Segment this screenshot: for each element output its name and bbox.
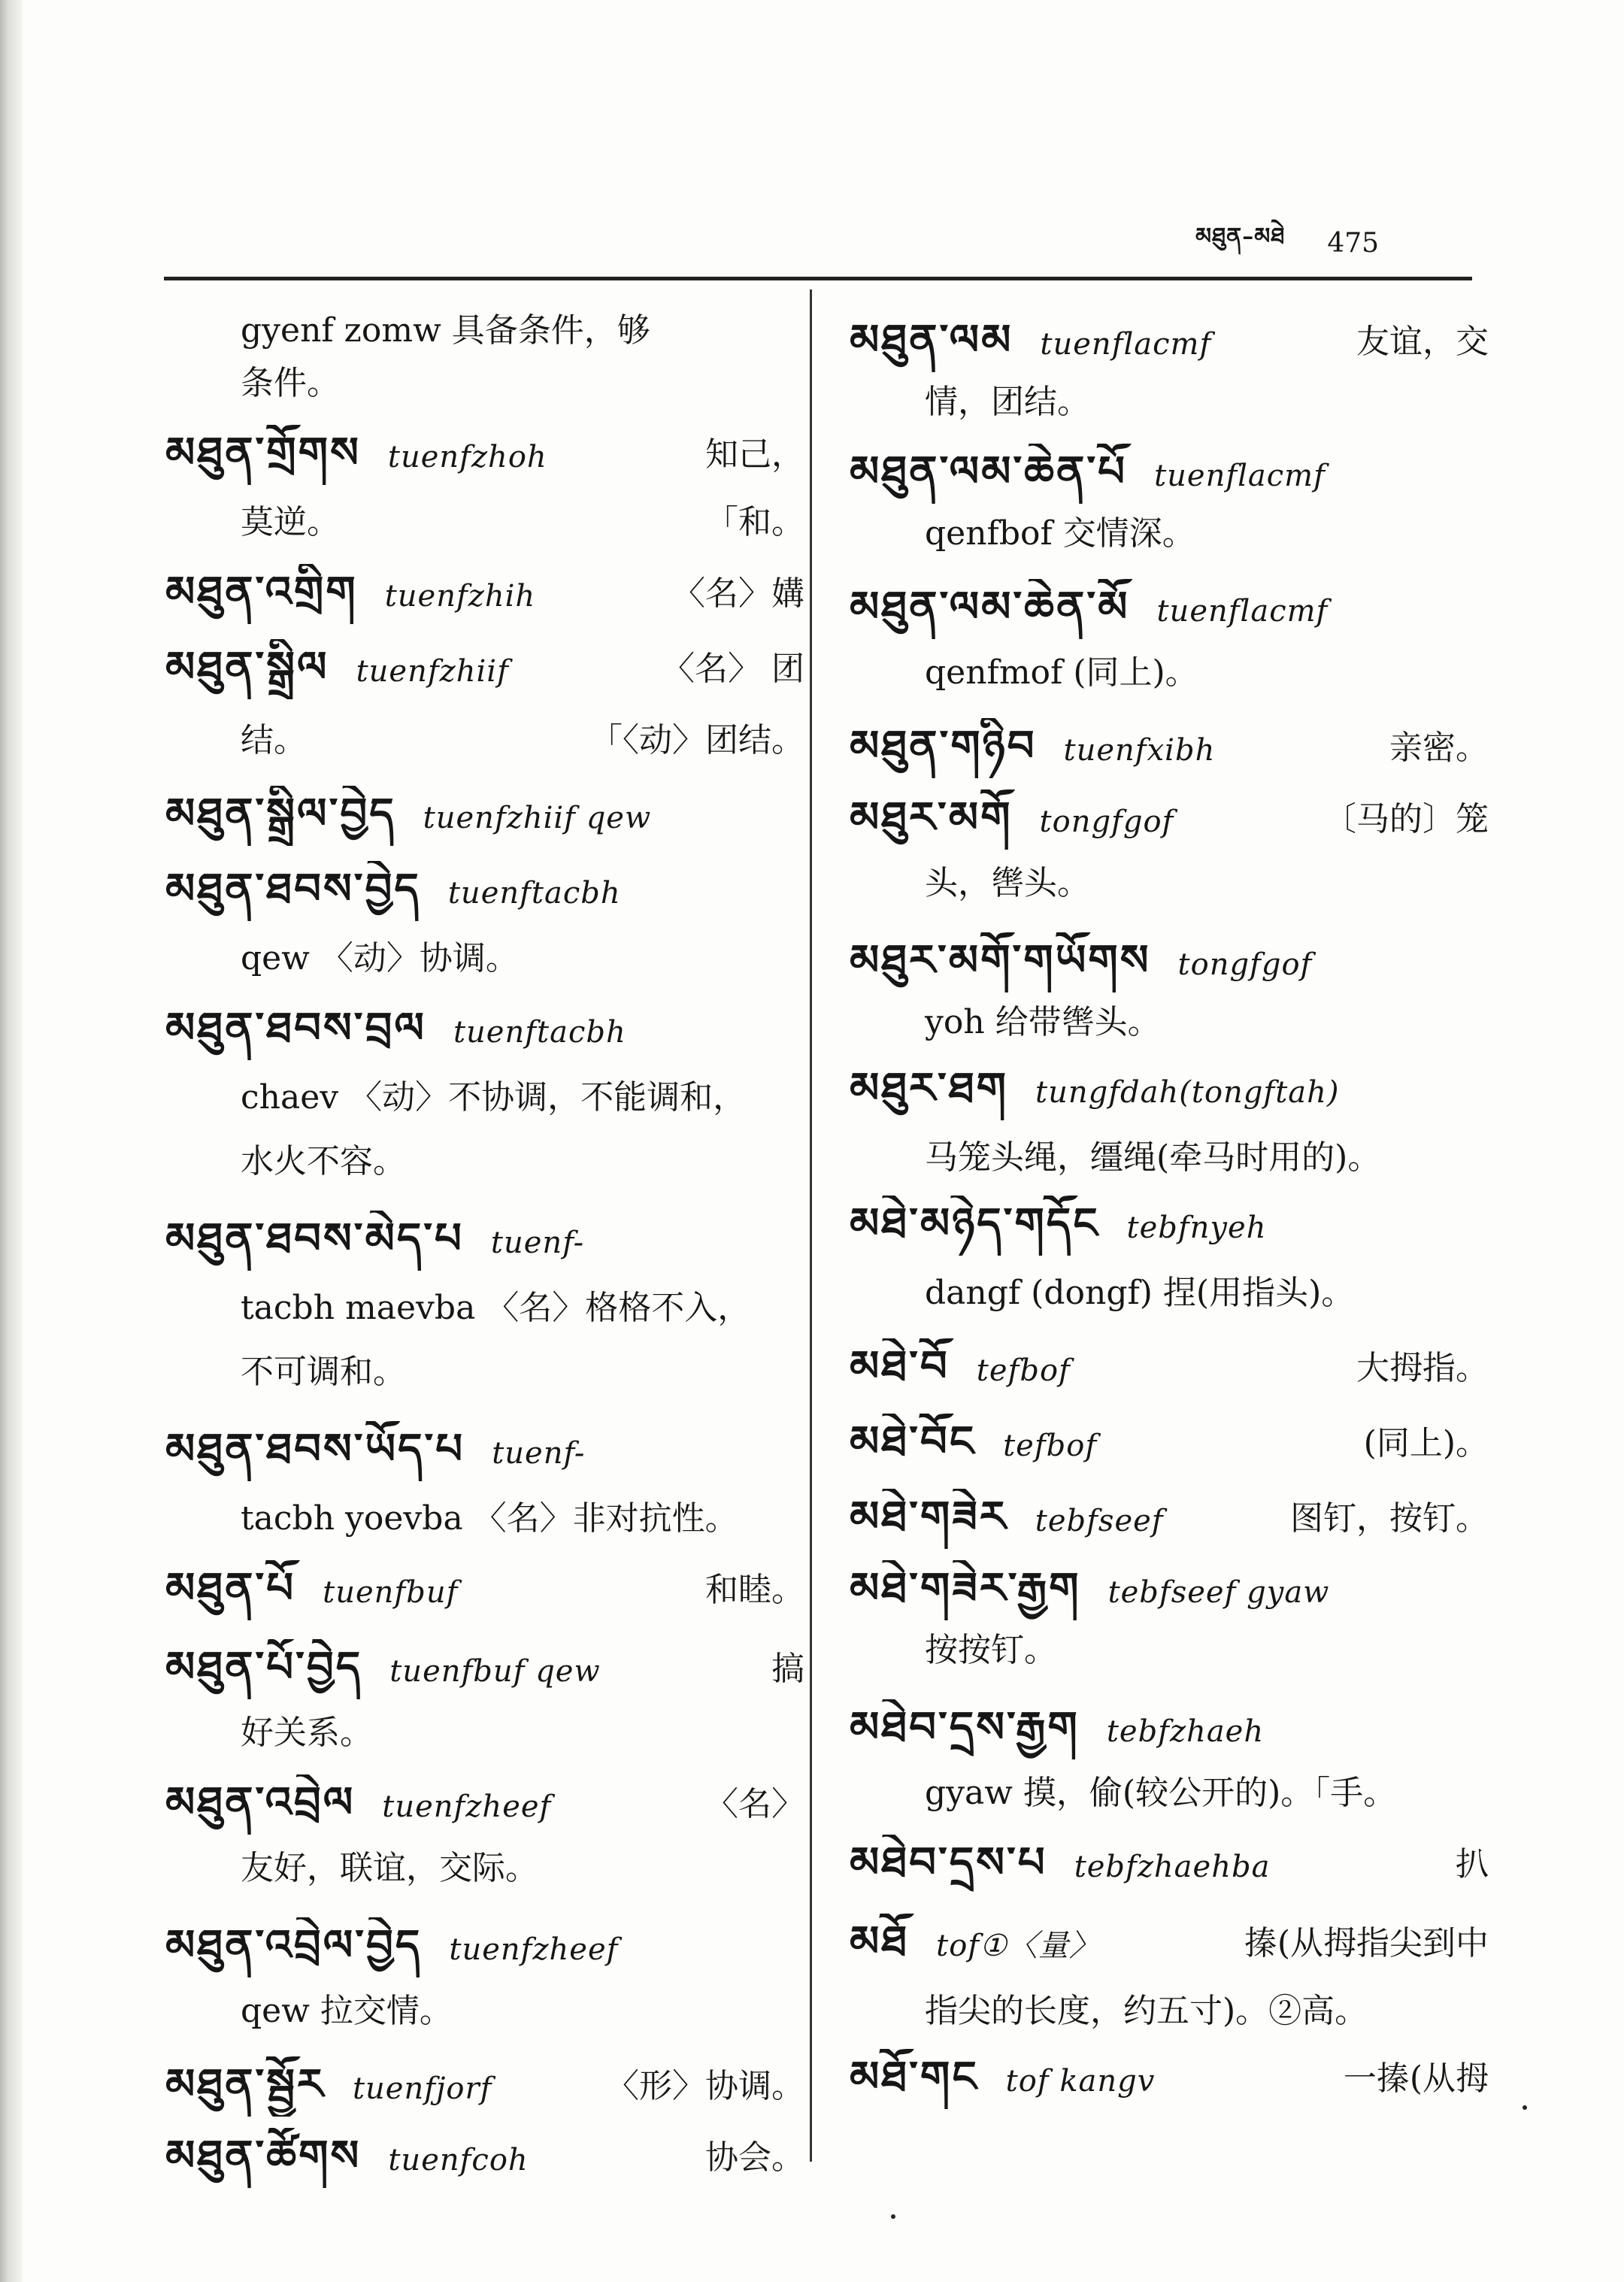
romanization: tebfzhaehba [1074, 1849, 1271, 1884]
continuation-text: 结。 [241, 721, 307, 759]
chinese-gloss: 友谊，交 [1356, 323, 1489, 361]
tibetan-headword: མཐུན་གྲོགས [165, 428, 361, 477]
entry-headword-line [165, 639, 804, 699]
entry-lead [165, 1000, 626, 1060]
romanization: tuenfbuf [323, 1574, 459, 1610]
tibetan-headword: མཐུན་སྒྲིལ [165, 642, 329, 692]
entry-continuation-line [165, 492, 804, 553]
tibetan-headword: མཐེབ་དྲས་པ [850, 1838, 1047, 1887]
romanization: tebfseef gyaw [1107, 1574, 1330, 1610]
tibetan-headword: མཐུར་མགོ་གཡོགས [850, 935, 1151, 985]
entry-continuation-line [165, 1489, 804, 1549]
entry-lead [850, 312, 1211, 372]
entry-headword-line [165, 564, 804, 624]
continuation-text: 马笼头绳，缰绳(牵马时用的)。 [925, 1138, 1381, 1177]
chinese-gloss: 〈形〉协调。 [606, 2067, 804, 2105]
continuation-text: 情，团结。 [925, 383, 1090, 421]
chinese-gloss: 搸(从拇指尖到中 [1244, 1924, 1489, 1962]
romanization: tefbof [976, 1353, 1071, 1388]
entry-headword-line [165, 1000, 804, 1060]
romanization: tebfnyeh [1126, 1210, 1267, 1245]
tibetan-headword: མཐེབ་དྲས་རྒྱག [850, 1702, 1080, 1752]
entry-continuation-line [165, 301, 804, 361]
romanization: tebfzhaeh [1106, 1714, 1265, 1749]
entry-headword-line [850, 1338, 1489, 1399]
tibetan-headword: མཐེ་གཟེར་རྒྱག [850, 1563, 1081, 1613]
romanization: tefbof [1003, 1428, 1098, 1463]
continuation-text: 指尖的长度，约五寸)。②高。 [925, 1992, 1368, 2030]
chinese-gloss: 〈名〉媾 [672, 574, 804, 613]
romanization: tuenftacbh [453, 1014, 626, 1050]
romanization: tungfdah(tongftah) [1035, 1074, 1340, 1110]
column-divider [810, 289, 812, 2162]
entry-continuation-line [850, 1620, 1489, 1680]
entry-headword-line [165, 1211, 804, 1271]
entry-headword-line [165, 786, 804, 846]
tibetan-headword: མཐུན་པོ [165, 1563, 296, 1613]
continuation-text: 友好，联谊，交际。 [241, 1849, 538, 1887]
chinese-gloss: 扒 [1456, 1845, 1489, 1883]
tibetan-headword: མཐེ་མཉེད་གདོང [850, 1199, 1100, 1248]
entry-lead [850, 1914, 1100, 1974]
romanization: tuenflacmf [1040, 326, 1212, 362]
entry-headword-line [165, 1421, 804, 1481]
continuation-text: chaev 〈动〉不协调，不能调和， [241, 1078, 747, 1117]
chinese-gloss: 搞 [771, 1650, 804, 1688]
continuation-text: gyenf zomw 具备条件，够 [241, 311, 650, 350]
entry-lead [850, 1489, 1164, 1549]
romanization: tuenf- [492, 1435, 586, 1471]
tibetan-headword: མཐུན་ཐབས་ཡོད་པ [165, 1424, 465, 1474]
entry-headword-line [850, 1060, 1489, 1120]
romanization: tuenfzhoh [387, 439, 547, 474]
romanization: tuenfzhiif [356, 653, 509, 689]
chinese-gloss: 大拇指。 [1356, 1349, 1489, 1387]
tibetan-headword: མཐུན་ཐབས་མེད་པ [165, 1214, 464, 1263]
entry-lead [850, 789, 1174, 850]
romanization: tuenfzhiif qew [423, 800, 652, 835]
entry-continuation-line [850, 643, 1489, 703]
chinese-gloss: 一搸(从拇 [1343, 2059, 1489, 2098]
entry-headword-line [850, 1560, 1489, 1620]
tibetan-headword: མཐུན་ཚོགས [165, 2131, 362, 2180]
entry-continuation-line [165, 1342, 804, 1402]
romanization: tuenfzhih [384, 578, 536, 614]
romanization: tuenfxibh [1063, 732, 1216, 768]
tibetan-headword: མཐུན་ལམ་ཆེན་མོ [850, 582, 1130, 632]
tibetan-headword: མཐུར་མགོ [850, 792, 1013, 842]
entry-headword-line [165, 1774, 804, 1835]
chinese-gloss: 协会。 [705, 2138, 804, 2177]
continuation-text: qew 拉交情。 [241, 1992, 453, 2030]
print-speck [1522, 2105, 1527, 2110]
continuation-text: yoh 给带辔头。 [925, 1003, 1161, 1041]
entry-headword-line [850, 1835, 1489, 1895]
tibetan-headword: མཐུན་འབྲེལ [165, 1777, 356, 1827]
chinese-gloss: (同上)。 [1363, 1424, 1489, 1462]
entry-headword-line [850, 789, 1489, 850]
tibetan-headword: མཐུན་སྦྱོར [165, 2059, 326, 2109]
chinese-gloss: 图钉，按钉。 [1290, 1499, 1489, 1538]
tibetan-headword: མཐུན་འབྲེལ་བྱེད [165, 1920, 423, 1970]
entry-lead [850, 2049, 1155, 2109]
romanization: tuenflacmf [1154, 458, 1326, 493]
continuation-text: dangf (dongf) 捏(用指头)。 [925, 1274, 1355, 1312]
entry-continuation-line [165, 1068, 804, 1128]
margin-note: 「和。 [705, 503, 804, 541]
entry-lead [165, 2128, 529, 2188]
margin-note: 「〈动〉团结。 [589, 721, 804, 759]
print-speck [891, 2214, 895, 2219]
entry-lead [850, 1338, 1071, 1399]
entry-headword-line [165, 2128, 804, 2188]
header-range: མཐུན–མཐེ [1195, 223, 1286, 250]
entry-continuation-line [165, 929, 804, 989]
tibetan-headword: མཐུན་ལམ [850, 315, 1013, 365]
romanization: tebfseef [1035, 1503, 1164, 1538]
entry-continuation-line [850, 372, 1489, 432]
entry-headword-line [850, 579, 1489, 639]
entry-lead [165, 564, 535, 624]
tibetan-headword: མཐེ་བོང [850, 1417, 977, 1466]
entry-headword-line [850, 1196, 1489, 1256]
entry-headword-line [165, 1639, 804, 1699]
entry-lead [850, 1196, 1266, 1256]
tibetan-headword: མཐུན་གཉིབ [850, 721, 1037, 771]
romanization: tuenfcoh [388, 2142, 529, 2177]
entry-continuation-line [165, 1703, 804, 1763]
tibetan-headword: མཐུན་ཐབས་བྲལ [165, 1003, 426, 1053]
continuation-text: gyaw 摸，偷(较公开的)。「手。 [925, 1774, 1397, 1812]
entry-lead [850, 1414, 1097, 1474]
page-number: 475 [1327, 227, 1380, 259]
entry-continuation-line [850, 853, 1489, 914]
entry-headword-line [850, 2049, 1489, 2109]
tibetan-headword: མཐུན་ཐབས་བྱེད [165, 864, 421, 914]
entry-headword-line [165, 2056, 804, 2117]
romanization: tuenflacmf [1156, 593, 1329, 629]
entry-continuation-line [850, 1763, 1489, 1823]
entry-lead [165, 1421, 585, 1481]
entry-continuation-line [165, 1278, 804, 1338]
entry-continuation-line [165, 1981, 804, 2041]
entry-lead [165, 1211, 584, 1271]
romanization: tuenfbuf qew [389, 1653, 601, 1689]
entry-headword-line [850, 444, 1489, 504]
continuation-text: tacbh maevba 〈名〉格格不入， [241, 1289, 751, 1327]
chinese-gloss: 和睦。 [705, 1571, 804, 1609]
continuation-text: qenfbof 交情深。 [925, 514, 1195, 553]
entry-lead [165, 861, 621, 921]
entry-lead [850, 932, 1312, 993]
entry-lead [850, 1060, 1340, 1120]
romanization: tuenftacbh [447, 875, 621, 911]
entry-lead [850, 718, 1215, 778]
chinese-gloss: 〔马的〕笼 [1323, 800, 1489, 838]
romanization: tof kangv [1005, 2063, 1156, 2099]
romanization: tongfgof [1177, 947, 1313, 982]
entry-headword-line [165, 1917, 804, 1977]
entry-lead [165, 1560, 458, 1620]
entry-lead [165, 2056, 492, 2117]
entry-continuation-line [850, 993, 1489, 1053]
chinese-gloss: 亲密。 [1389, 729, 1489, 767]
entry-lead [850, 579, 1328, 639]
entry-lead [165, 425, 547, 485]
continuation-text: qenfmof (同上)。 [925, 653, 1198, 692]
entry-continuation-line [165, 711, 804, 771]
entry-headword-line [165, 861, 804, 921]
entry-headword-line [850, 1914, 1489, 1974]
romanization: tuenf- [490, 1225, 585, 1260]
tibetan-headword: མཐུན་ལམ་ཆེན་པོ [850, 447, 1128, 496]
tibetan-headword: མཐོ [850, 1917, 910, 1966]
entry-lead [850, 1699, 1264, 1759]
continuation-text: tacbh yoevba 〈名〉非对抗性。 [241, 1499, 738, 1538]
tibetan-headword: མཐོ་གང [850, 2052, 979, 2102]
entry-lead [165, 786, 651, 846]
tibetan-headword: མཐེ་གཟེར [850, 1492, 1008, 1541]
continuation-text: 莫逆。 [241, 503, 340, 541]
chinese-gloss: 〈名〉 [705, 1785, 804, 1823]
entry-headword-line [850, 312, 1489, 372]
entry-headword-line [850, 718, 1489, 778]
continuation-text: 头，辔头。 [925, 864, 1090, 902]
romanization: tongfgof [1039, 804, 1174, 839]
entry-lead [850, 444, 1326, 504]
continuation-text: 不可调和。 [241, 1353, 406, 1391]
chinese-gloss: 知己， [705, 435, 804, 474]
book-binding-edge [0, 0, 23, 2282]
continuation-text: 按按钉。 [925, 1631, 1057, 1669]
entry-continuation-line [850, 1981, 1489, 2041]
entry-headword-line [850, 1489, 1489, 1549]
entry-headword-line [850, 932, 1489, 993]
romanization: tof①〈量〉 [936, 1928, 1100, 1963]
entry-continuation-line [165, 1838, 804, 1899]
continuation-text: 条件。 [241, 364, 340, 402]
romanization: tuenfzheef [382, 1789, 552, 1824]
entry-lead [165, 1917, 618, 1977]
header-rule [164, 277, 1472, 280]
tibetan-headword: མཐུན་པོ་བྱེད [165, 1642, 363, 1692]
continuation-text: 水火不容。 [241, 1142, 406, 1180]
continuation-text: 好关系。 [241, 1714, 373, 1752]
running-header [1195, 217, 1379, 269]
entry-continuation-line [165, 353, 804, 414]
continuation-text: qew 〈动〉协调。 [241, 939, 519, 977]
entry-lead [850, 1835, 1270, 1895]
entry-headword-line [850, 1414, 1489, 1474]
entry-headword-line [165, 1560, 804, 1620]
entry-continuation-line [850, 1263, 1489, 1323]
entry-continuation-line [850, 1128, 1489, 1188]
tibetan-headword: མཐུན་འགྲིག [165, 567, 358, 617]
entry-continuation-line [850, 504, 1489, 564]
entry-headword-line [165, 425, 804, 485]
entry-headword-line [850, 1699, 1489, 1759]
tibetan-headword: མཐུར་ཐག [850, 1063, 1009, 1113]
tibetan-headword: མཐེ་བོ [850, 1341, 950, 1391]
romanization: tuenfjorf [352, 2071, 492, 2106]
entry-lead [165, 1639, 601, 1699]
tibetan-headword: མཐུན་སྒྲིལ་བྱེད [165, 789, 396, 838]
chinese-gloss: 〈名〉 团 [662, 650, 804, 688]
entry-lead [165, 639, 509, 699]
entry-lead [165, 1774, 551, 1835]
entry-lead [850, 1560, 1329, 1620]
entry-continuation-line [165, 1132, 804, 1192]
romanization: tuenfzheef [449, 1932, 619, 1967]
